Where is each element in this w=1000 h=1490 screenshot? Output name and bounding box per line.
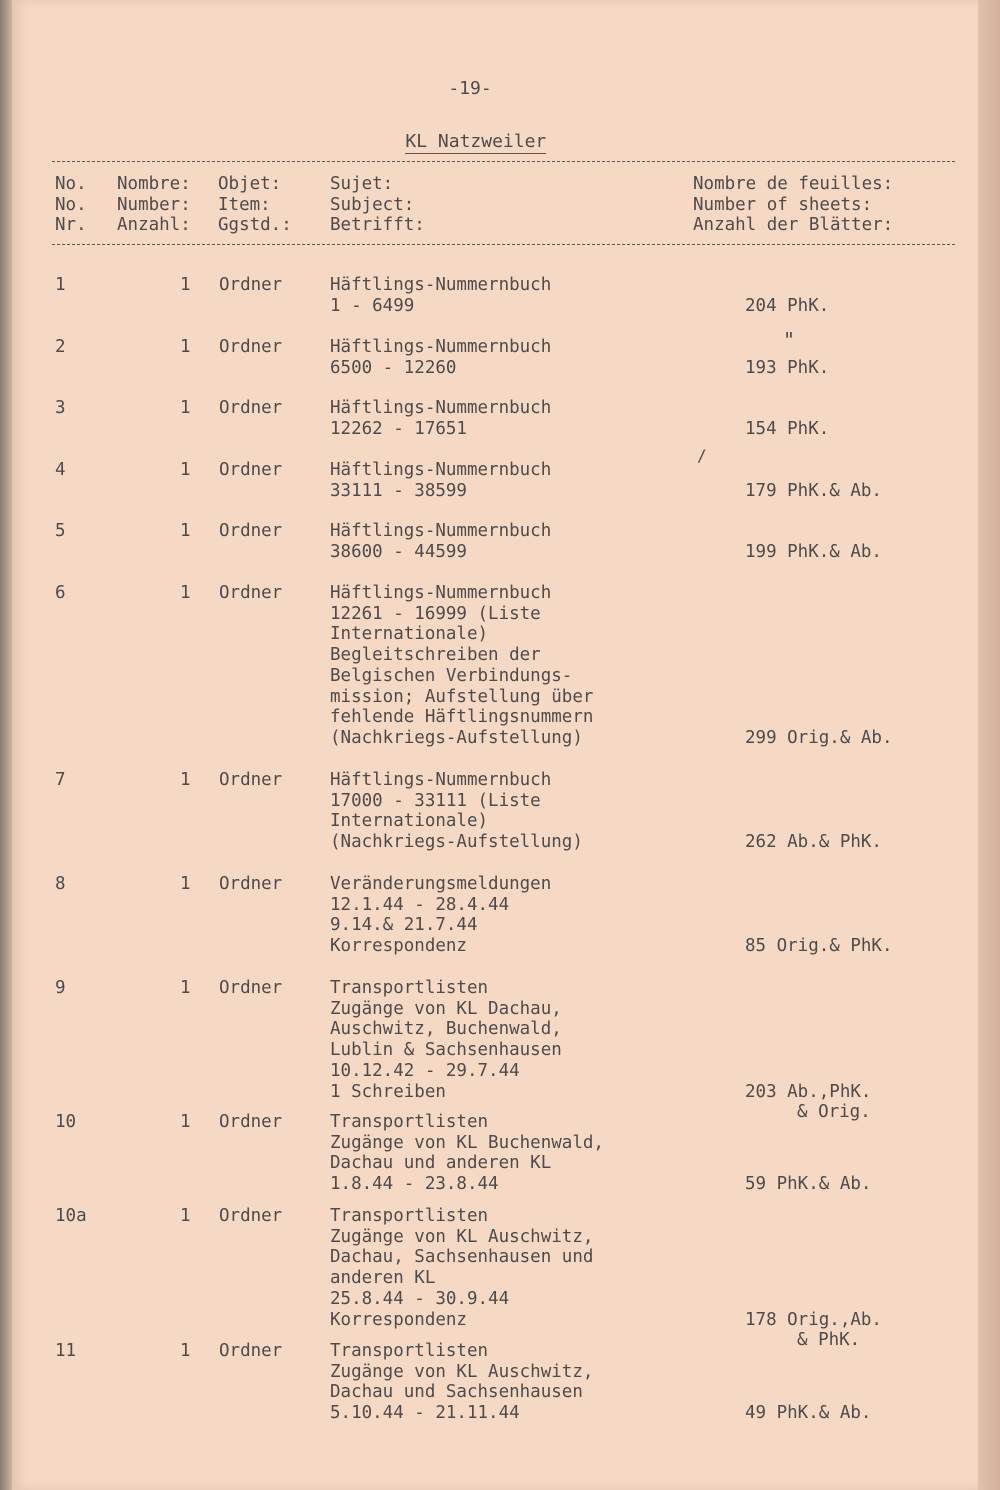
row-subject-line: Korrespondenz	[330, 1309, 467, 1330]
row-subject-line: (Nachkriegs-Aufstellung)	[330, 832, 583, 853]
row-number: 9	[55, 978, 66, 998]
row-quantity: 1	[180, 874, 191, 894]
row-subject-line: Zugänge von KL Auschwitz,	[330, 1226, 594, 1247]
row-subject-line: Veränderungsmeldungen	[330, 874, 552, 894]
row-quantity: 1	[180, 460, 191, 480]
row-subject-line: Häftlings-Nummernbuch	[330, 337, 552, 357]
row-subject-line: 12262 - 17651	[330, 418, 467, 439]
row-subject-line: Belgischen Verbindungs-	[330, 665, 573, 686]
row-item: Ordner	[219, 275, 283, 295]
row-item: Ordner	[219, 1206, 283, 1226]
row-subject-line: 1 - 6499	[330, 295, 415, 316]
header-sheets: Nombre de feuilles: Number of sheets: Anzahl der Blätter:	[693, 174, 894, 236]
row-subject-line: Dachau und anderen KL	[330, 1153, 552, 1174]
header-subject: Sujet: Subject: Betrifft:	[330, 174, 425, 236]
row-subject-line: 38600 - 44599	[330, 541, 467, 562]
row-number: 4	[55, 460, 66, 480]
row-subject-line: Auschwitz, Buchenwald,	[330, 1019, 562, 1040]
header-top-rule	[52, 161, 955, 162]
binding-spine	[0, 0, 12, 1490]
row-subject-line: Zugänge von KL Dachau,	[330, 998, 562, 1019]
row-item: Ordner	[219, 978, 283, 998]
row-subject-line: Häftlings-Nummernbuch	[330, 460, 552, 480]
row-subject-line: (Nachkriegs-Aufstellung)	[330, 727, 583, 748]
row-subject-line: Häftlings-Nummernbuch	[330, 770, 552, 790]
row-sheets: 154 PhK.	[745, 418, 830, 439]
row-item: Ordner	[219, 583, 283, 603]
row-quantity: 1	[180, 337, 191, 357]
row-number: 8	[55, 874, 66, 894]
row-sheets: 179 PhK.& Ab.	[745, 480, 882, 501]
row-subject-line: 33111 - 38599	[330, 480, 467, 501]
row-quantity: 1	[180, 770, 191, 790]
row-subject-line: 12261 - 16999 (Liste	[330, 603, 541, 624]
row-item: Ordner	[219, 1112, 283, 1132]
header-number: Nombre: Number: Anzahl:	[117, 174, 191, 236]
row-quantity: 1	[180, 1341, 191, 1361]
row-item: Ordner	[219, 398, 283, 418]
page-edge	[978, 0, 1000, 1490]
margin-mark: /	[697, 446, 707, 465]
row-subject-line: 6500 - 12260	[330, 357, 457, 378]
row-subject-line: 12.1.44 - 28.4.44	[330, 894, 510, 915]
row-quantity: 1	[180, 1206, 191, 1226]
row-subject-line: 9.14.& 21.7.44	[330, 915, 478, 936]
row-subject-line: Häftlings-Nummernbuch	[330, 398, 552, 418]
header-item: Objet: Item: Ggstd.:	[218, 174, 292, 236]
row-subject-line: fehlende Häftlingsnummern	[330, 707, 594, 728]
row-subject-line: Dachau, Sachsenhausen und	[330, 1247, 594, 1268]
ditto-mark: "	[783, 328, 796, 352]
row-number: 7	[55, 770, 66, 790]
row-subject-line: Transportlisten	[330, 978, 489, 998]
row-number: 5	[55, 521, 66, 541]
row-subject-line: Dachau und Sachsenhausen	[330, 1382, 583, 1403]
row-subject-line: Transportlisten	[330, 1341, 489, 1361]
row-quantity: 1	[180, 1112, 191, 1132]
row-number: 3	[55, 398, 66, 418]
row-sheets: & Orig.	[797, 1102, 871, 1123]
row-subject-line: Transportlisten	[330, 1112, 489, 1132]
row-subject-line: Internationale)	[330, 624, 489, 645]
row-number: 11	[55, 1341, 77, 1361]
row-number: 6	[55, 583, 66, 603]
row-item: Ordner	[219, 337, 283, 357]
camp-title-wrap	[370, 110, 560, 152]
row-sheets: 299 Orig.& Ab.	[745, 727, 893, 748]
row-subject-line: Häftlings-Nummernbuch	[330, 583, 552, 603]
row-subject-line: 1.8.44 - 23.8.44	[330, 1174, 499, 1195]
row-item: Ordner	[219, 1341, 283, 1361]
row-number: 10	[55, 1112, 77, 1132]
row-subject-line: 1 Schreiben	[330, 1081, 446, 1102]
row-sheets: 85 Orig.& PhK.	[745, 936, 893, 957]
row-subject-line: anderen KL	[330, 1268, 436, 1289]
row-subject-line: Zugänge von KL Buchenwald,	[330, 1132, 604, 1153]
row-subject-line: 25.8.44 - 30.9.44	[330, 1288, 510, 1309]
row-subject-line: 10.12.42 - 29.7.44	[330, 1060, 520, 1081]
row-subject-line: Korrespondenz	[330, 936, 467, 957]
row-sheets: 262 Ab.& PhK.	[745, 832, 882, 853]
row-number: 2	[55, 337, 66, 357]
row-sheets: 203 Ab.,PhK.	[745, 1081, 872, 1102]
row-item: Ordner	[219, 460, 283, 480]
camp-title: KL Natzweiler	[405, 131, 547, 152]
row-sheets: 199 PhK.& Ab.	[745, 541, 882, 562]
header-bottom-rule	[52, 244, 955, 245]
row-subject-line: Transportlisten	[330, 1206, 489, 1226]
row-subject-line: Begleitschreiben der	[330, 645, 541, 666]
row-quantity: 1	[180, 978, 191, 998]
row-item: Ordner	[219, 521, 283, 541]
row-sheets: 49 PhK.& Ab.	[745, 1403, 872, 1424]
row-sheets: 178 Orig.,Ab.	[745, 1309, 882, 1330]
page-number: -19-	[448, 78, 492, 99]
row-sheets: 59 PhK.& Ab.	[745, 1174, 872, 1195]
row-subject-line: Häftlings-Nummernbuch	[330, 521, 552, 541]
row-subject-line: Internationale)	[330, 811, 489, 832]
row-quantity: 1	[180, 275, 191, 295]
row-number: 10a	[55, 1206, 87, 1226]
header-no: No. No. Nr.	[55, 174, 87, 236]
row-item: Ordner	[219, 770, 283, 790]
row-number: 1	[55, 275, 66, 295]
row-subject-line: mission; Aufstellung über	[330, 686, 594, 707]
row-subject-line: 17000 - 33111 (Liste	[330, 790, 541, 811]
row-subject-line: Zugänge von KL Auschwitz,	[330, 1361, 594, 1382]
row-subject-line: 5.10.44 - 21.11.44	[330, 1403, 520, 1424]
row-subject-line: Lublin & Sachsenhausen	[330, 1040, 562, 1061]
row-quantity: 1	[180, 583, 191, 603]
row-sheets: 193 PhK.	[745, 357, 830, 378]
row-sheets: & PhK.	[797, 1330, 861, 1351]
row-item: Ordner	[219, 874, 283, 894]
row-quantity: 1	[180, 521, 191, 541]
row-sheets: 204 PhK.	[745, 295, 830, 316]
row-subject-line: Häftlings-Nummernbuch	[330, 275, 552, 295]
row-quantity: 1	[180, 398, 191, 418]
